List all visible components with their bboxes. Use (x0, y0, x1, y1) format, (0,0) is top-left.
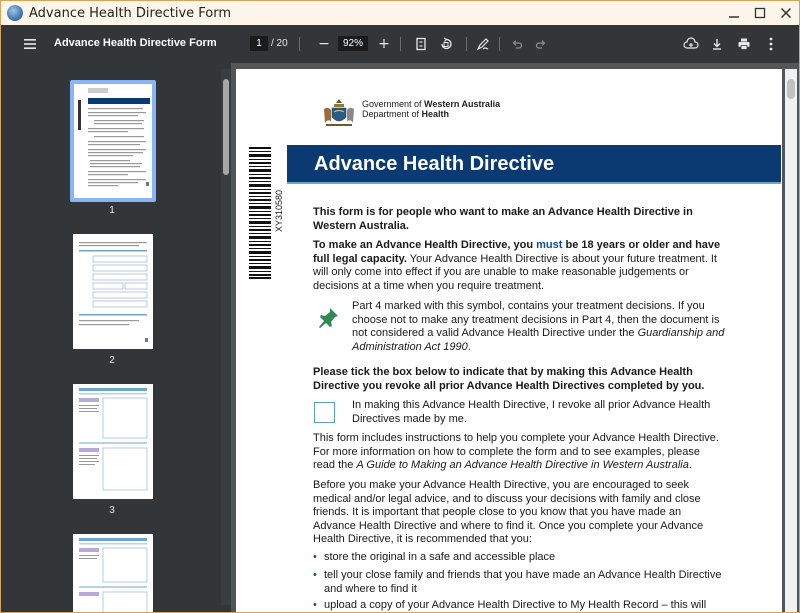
page-number-input[interactable]: 1 (250, 36, 268, 51)
bullet-item: store the original in a safe and accessible place (324, 551, 556, 563)
banner-accent-line (287, 182, 781, 184)
zoom-level-input[interactable]: 92% (338, 36, 368, 51)
thumbnail-label: 2 (109, 355, 115, 366)
pdf-toolbar (1, 25, 799, 63)
pdf-page (236, 69, 782, 613)
thumbnail-page-2[interactable] (70, 234, 154, 370)
instructions-text: This form includes instructions to help you complete your Advance Health Directive. For more information on how to complete the form and to see examples, please read the (313, 432, 719, 471)
age-paragraph (313, 239, 725, 293)
coat-of-arms-logo (320, 97, 358, 129)
download-icon[interactable] (703, 30, 731, 58)
revoke-checkbox[interactable] (314, 402, 335, 423)
globe-app-icon (7, 5, 23, 21)
close-icon[interactable] (773, 1, 799, 25)
form-title: Advance Health Directive (314, 153, 555, 175)
gov-line-2 (362, 109, 449, 119)
instructions-paragraph (313, 432, 725, 473)
part4-paragraph (352, 300, 725, 354)
thumbnail-label: 1 (109, 205, 115, 216)
bullet-marker: • (313, 599, 317, 611)
intro-paragraph: This form is for people who want to make an Advance Health Directive in Western Australia. (313, 206, 693, 232)
before-paragraph: Before you make your Advance Health Directive, you are encouraged to seek medical and/or legal advice, and to discuss your decisions with family and close friends. It is important that people close to you know that you have made an Advance Health Directive and where to find it. Once you complete your Advance Health Directive, it is recommended that you: (313, 479, 704, 545)
menu-icon[interactable] (16, 30, 44, 58)
tick-instruction: Please tick the box below to indicate that by making this Advance Health Directive you revoke all prior Advance Health Directives completed by you. (313, 366, 705, 392)
gov-line-1 (362, 99, 500, 109)
thumbnail-page-4[interactable] (70, 534, 154, 613)
title-bar (1, 1, 799, 25)
rotate-icon[interactable] (432, 30, 460, 58)
page-total: / 20 (271, 38, 288, 49)
barcode-number: XY310580 (274, 189, 284, 232)
part4-end: . (467, 340, 471, 353)
thumbnail-page-3[interactable] (70, 384, 154, 520)
print-icon[interactable] (730, 30, 758, 58)
fit-page-icon[interactable] (407, 30, 435, 58)
thumbnail-sidebar (1, 63, 219, 613)
bullet-item: tell your close family and friends that you have made an Advance Health Directive and where to find it (324, 569, 722, 595)
window-controls (721, 1, 799, 25)
document-title: Advance Health Directive Form (54, 37, 217, 49)
toolbar-divider (299, 37, 300, 51)
barcode (249, 147, 271, 279)
minimize-icon[interactable] (721, 1, 747, 25)
toolbar-divider (400, 37, 401, 51)
maximize-icon[interactable] (747, 1, 773, 25)
pushpin-icon (316, 306, 340, 330)
instructions-end: . (688, 459, 692, 471)
bullet-item: upload a copy of your Advance Health Directive to My Health Record – this will (324, 599, 707, 611)
redo-icon[interactable] (527, 30, 555, 58)
gov-prefix: Government of (362, 99, 422, 109)
part4-text: Part 4 marked with this symbol, contains your treatment decisions. If you choose not to make any treatment decisions in Part 4, then the document is not considered a valid Advance Health Directive under the (352, 300, 720, 339)
dept-name: Health (421, 109, 450, 119)
page-content (236, 69, 782, 613)
bullet-marker: • (313, 551, 317, 563)
zoom-out-button[interactable]: − (318, 36, 330, 52)
toolbar-divider (466, 37, 467, 51)
thumbnail-image (73, 384, 153, 499)
window-title: Advance Health Directive Form (29, 5, 232, 21)
guide-title: A Guide to Making an Advance Health Directive in Western Australia (356, 459, 689, 471)
dept-prefix: Department of (362, 109, 420, 119)
sidebar-scroll-thumb[interactable] (223, 79, 229, 175)
more-icon[interactable] (757, 30, 785, 58)
annotate-icon[interactable] (469, 30, 497, 58)
age-text-1: To make an Advance Health Directive, you (313, 239, 537, 251)
toolbar-divider (499, 37, 500, 51)
thumbnail-image (73, 534, 153, 613)
age-must: must (536, 239, 563, 251)
save-drive-icon[interactable] (677, 30, 705, 58)
thumbnail-page-1[interactable] (70, 80, 154, 216)
page-scroll-thumb[interactable] (787, 79, 795, 99)
age-text-3: Your Advance Health Directive is about your future treatment. It will only come into effect if you are unable to make reasonable judgements or decisions at a time when you require treatment. (313, 252, 717, 292)
zoom-in-button[interactable]: + (378, 36, 390, 52)
bullet-marker: • (313, 569, 317, 581)
thumbnail-image (74, 84, 152, 198)
thumbnail-label: 3 (109, 505, 115, 516)
part4-act: Guardianship and Administration Act 1990 (352, 327, 725, 353)
revoke-label: In making this Advance Health Directive, I revoke all prior Advance Health Directives made by me. (352, 399, 711, 425)
page-scrollbar[interactable] (785, 69, 797, 613)
gov-state: Western Australia (424, 99, 501, 109)
thumbnail-image (73, 234, 153, 349)
age-text-2: be 18 years or older and have full legal capacity. (313, 239, 721, 265)
